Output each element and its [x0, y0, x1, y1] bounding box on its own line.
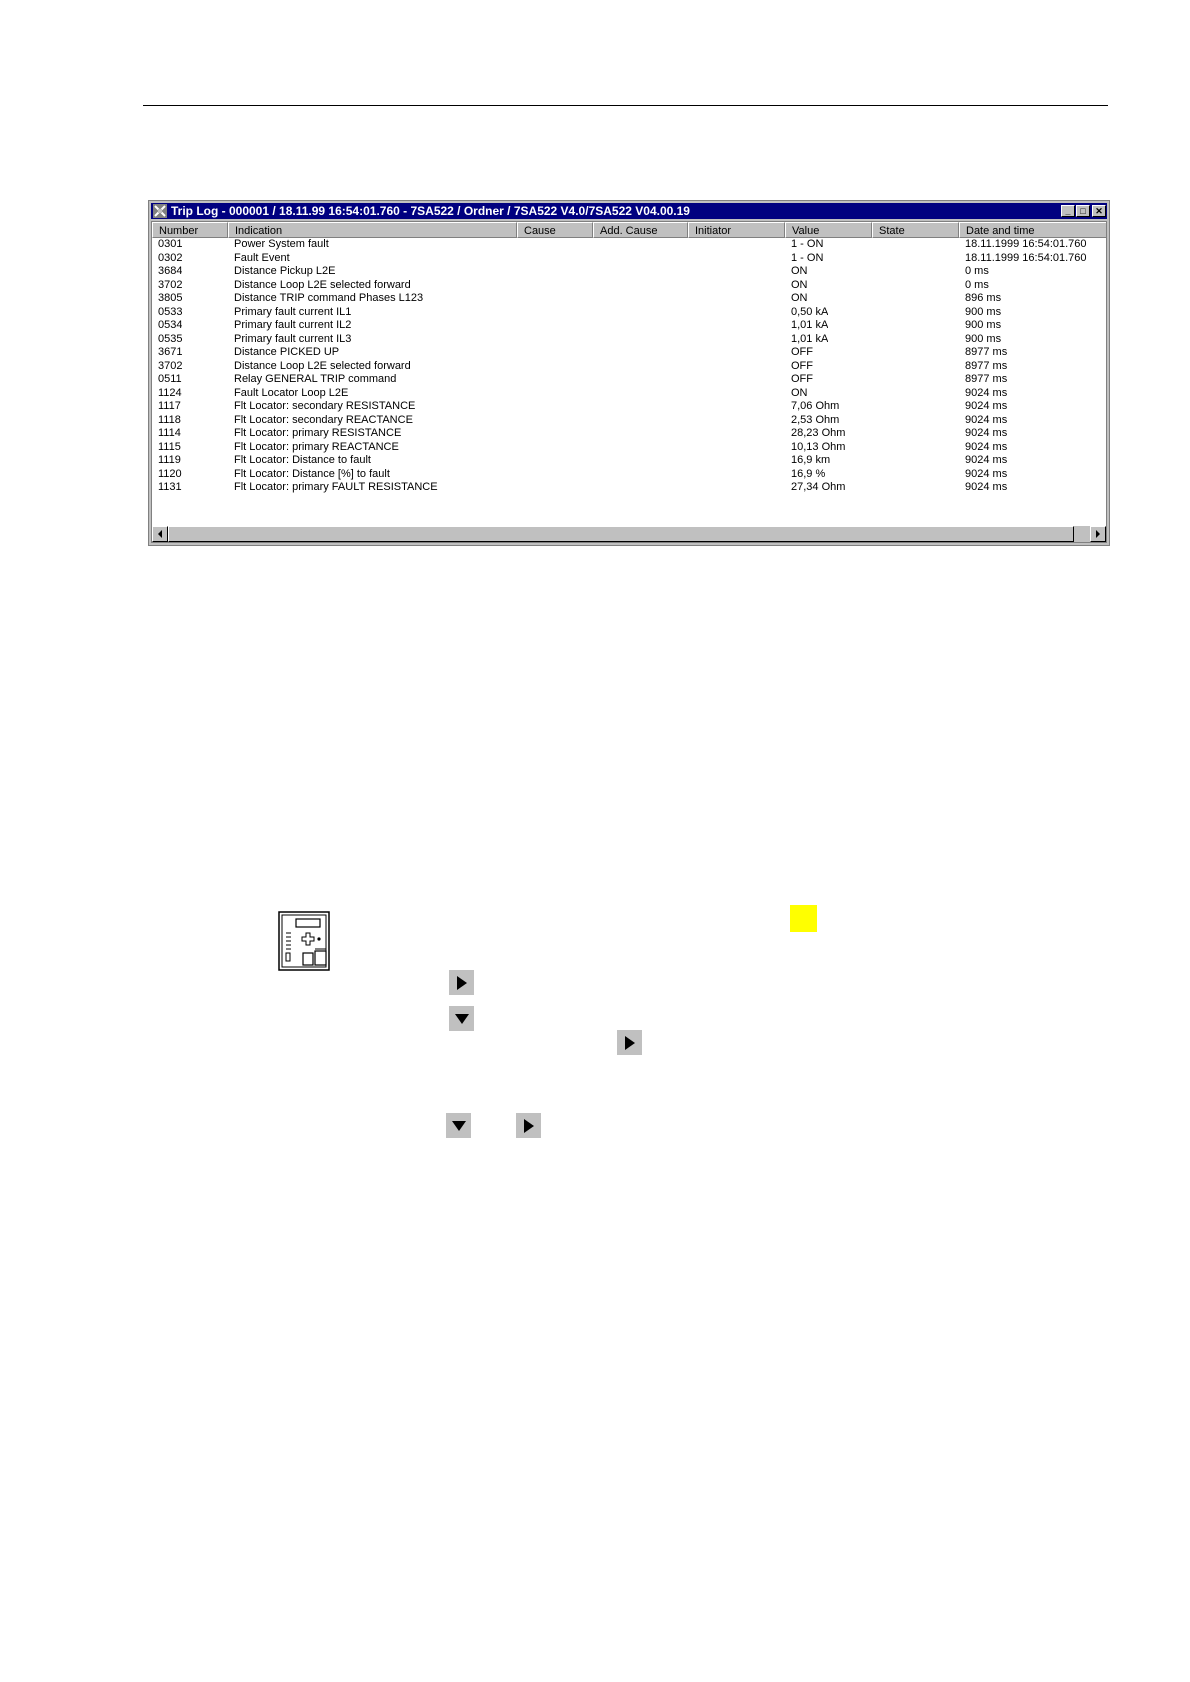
cell-value: OFF — [791, 346, 813, 358]
column-header-indication[interactable]: Indication — [228, 222, 517, 238]
right-arrow-key-icon — [523, 1119, 535, 1133]
app-icon — [153, 204, 167, 218]
down-arrow-key-icon — [455, 1013, 469, 1025]
cell-number: 3671 — [158, 346, 183, 358]
cell-indication: Primary fault current IL2 — [234, 319, 352, 331]
cell-number: 3702 — [158, 359, 183, 372]
cell-indication: Distance PICKED UP — [234, 346, 340, 358]
cell-value: 1,01 kA — [791, 332, 829, 345]
relay-device-icon — [278, 911, 330, 971]
cell-indication: Flt Locator: secondary RESISTANCE — [234, 400, 416, 412]
table-body — [152, 238, 1106, 495]
trip-log-list[interactable] — [151, 221, 1107, 543]
cell-indication: Fault Event — [234, 251, 290, 264]
cell-indication: Flt Locator: primary REACTANCE — [234, 440, 399, 453]
column-headers — [152, 222, 1106, 238]
table-row[interactable] — [152, 333, 1106, 347]
column-header-date-time[interactable]: Date and time — [959, 222, 1107, 238]
cell-date-time: 18.11.1999 16:54:01.760 — [965, 251, 1087, 264]
yellow-highlight-marker — [790, 905, 817, 932]
cell-value: 7,06 Ohm — [791, 400, 840, 412]
cell-value: ON — [791, 265, 808, 277]
cell-date-time: 900 ms — [965, 319, 1002, 331]
table-row[interactable] — [152, 441, 1106, 455]
column-header-initiator[interactable]: Initiator — [688, 222, 785, 238]
cell-number: 1114 — [158, 427, 181, 439]
cell-number: 1118 — [158, 413, 181, 426]
table-row[interactable] — [152, 252, 1106, 266]
scroll-left-button[interactable] — [152, 526, 168, 542]
table-row[interactable] — [152, 387, 1106, 401]
cell-indication: Fault Locator Loop L2E — [234, 386, 349, 399]
cell-value: 1,01 kA — [791, 319, 829, 331]
minimize-button[interactable]: _ — [1061, 205, 1075, 217]
trip-log-window[interactable] — [148, 200, 1110, 546]
cell-date-time: 9024 ms — [965, 386, 1008, 399]
cell-date-time: 900 ms — [965, 305, 1002, 318]
column-header-number[interactable]: Number — [152, 222, 228, 238]
cell-date-time: 9024 ms — [965, 467, 1008, 480]
cell-value: 1 - ON — [791, 238, 824, 250]
cell-value: 10,13 Ohm — [791, 440, 846, 453]
cell-value: 1 - ON — [791, 251, 824, 264]
cell-date-time: 9024 ms — [965, 440, 1008, 453]
cell-number: 1115 — [158, 440, 181, 453]
table-row[interactable] — [152, 373, 1106, 387]
cell-indication: Flt Locator: primary RESISTANCE — [234, 427, 402, 439]
cell-date-time: 0 ms — [965, 278, 989, 291]
cell-value: 27,34 Ohm — [791, 481, 846, 493]
table-row[interactable] — [152, 265, 1106, 279]
cell-date-time: 0 ms — [965, 265, 989, 277]
down-arrow-key-icon — [452, 1120, 466, 1132]
cell-value: 16,9 % — [791, 467, 826, 480]
cell-indication: Flt Locator: secondary REACTANCE — [234, 413, 413, 426]
cell-value: 0,50 kA — [791, 305, 829, 318]
cell-value: ON — [791, 386, 808, 399]
right-arrow-key — [617, 1030, 642, 1055]
table-row[interactable] — [152, 454, 1106, 468]
table-row[interactable] — [152, 306, 1106, 320]
cell-number: 3702 — [158, 278, 183, 291]
column-header-add-cause[interactable]: Add. Cause — [593, 222, 688, 238]
scroll-thumb[interactable] — [168, 526, 1074, 542]
table-row[interactable] — [152, 292, 1106, 306]
cell-indication: Distance Pickup L2E — [234, 265, 336, 277]
cell-indication: Distance TRIP command Phases L123 — [234, 292, 424, 304]
cell-date-time: 9024 ms — [965, 400, 1008, 412]
table-row[interactable] — [152, 481, 1106, 495]
cell-date-time: 8977 ms — [965, 346, 1008, 358]
table-row[interactable] — [152, 279, 1106, 293]
table-row[interactable] — [152, 238, 1106, 252]
cell-indication: Power System fault — [234, 238, 329, 250]
horizontal-scrollbar[interactable] — [152, 526, 1106, 542]
right-arrow-key — [449, 970, 474, 995]
table-row[interactable] — [152, 319, 1106, 333]
scroll-right-button[interactable] — [1090, 526, 1106, 542]
cell-value: ON — [791, 278, 808, 291]
cell-number: 3684 — [158, 265, 183, 277]
cell-date-time: 900 ms — [965, 332, 1002, 345]
cell-number: 0301 — [158, 238, 183, 250]
cell-value: 2,53 Ohm — [791, 413, 840, 426]
cell-number: 0535 — [158, 332, 183, 345]
cell-date-time: 8977 ms — [965, 373, 1008, 385]
down-arrow-key — [446, 1113, 471, 1138]
table-row[interactable] — [152, 427, 1106, 441]
cell-number: 3805 — [158, 292, 183, 304]
cell-number: 1119 — [158, 454, 181, 466]
column-header-state[interactable]: State — [872, 222, 959, 238]
cell-value: OFF — [791, 373, 813, 385]
cell-number: 0533 — [158, 305, 183, 318]
cell-number: 1117 — [158, 400, 181, 412]
cell-number: 1120 — [158, 467, 182, 480]
table-row[interactable] — [152, 468, 1106, 482]
down-arrow-key — [449, 1006, 474, 1031]
table-row[interactable] — [152, 360, 1106, 374]
column-header-cause[interactable]: Cause — [517, 222, 593, 238]
cell-indication: Flt Locator: primary FAULT RESISTANCE — [234, 481, 438, 493]
cell-indication: Primary fault current IL1 — [234, 305, 352, 318]
table-row[interactable] — [152, 400, 1106, 414]
cell-indication: Primary fault current IL3 — [234, 332, 352, 345]
cell-value: 16,9 km — [791, 454, 831, 466]
cell-indication: Distance Loop L2E selected forward — [234, 359, 411, 372]
cell-value: 28,23 Ohm — [791, 427, 846, 439]
cell-indication: Relay GENERAL TRIP command — [234, 373, 397, 385]
cell-number: 0302 — [158, 251, 183, 264]
close-button[interactable]: ✕ — [1092, 205, 1106, 217]
cell-number: 1131 — [158, 481, 182, 493]
window-titlebar[interactable] — [151, 203, 1107, 219]
cell-number: 0511 — [158, 373, 182, 385]
cell-number: 1124 — [158, 386, 182, 399]
table-row[interactable] — [152, 346, 1106, 360]
cell-date-time: 896 ms — [965, 292, 1002, 304]
cell-date-time: 9024 ms — [965, 413, 1008, 426]
right-arrow-key-icon — [456, 976, 468, 990]
table-row[interactable] — [152, 414, 1106, 428]
cell-number: 0534 — [158, 319, 183, 331]
right-arrow-key — [516, 1113, 541, 1138]
cell-date-time: 8977 ms — [965, 359, 1008, 372]
window-title: Trip Log - 000001 / 18.11.99 16:54:01.760 - 7SA522 / Ordner / 7SA522 V4.0/7SA522 V04.00.19 — [171, 204, 690, 218]
cell-date-time: 9024 ms — [965, 454, 1008, 466]
cell-date-time: 9024 ms — [965, 427, 1008, 439]
cell-indication: Flt Locator: Distance to fault — [234, 454, 371, 466]
column-header-value[interactable]: Value — [785, 222, 872, 238]
header-rule — [143, 105, 1108, 106]
cell-date-time: 18.11.1999 16:54:01.760 — [965, 238, 1087, 250]
maximize-button[interactable]: □ — [1076, 205, 1090, 217]
cell-value: OFF — [791, 359, 813, 372]
right-arrow-key-icon — [624, 1036, 636, 1050]
cell-value: ON — [791, 292, 808, 304]
cell-date-time: 9024 ms — [965, 481, 1008, 493]
cell-indication: Flt Locator: Distance [%] to fault — [234, 467, 390, 480]
cell-indication: Distance Loop L2E selected forward — [234, 278, 411, 291]
